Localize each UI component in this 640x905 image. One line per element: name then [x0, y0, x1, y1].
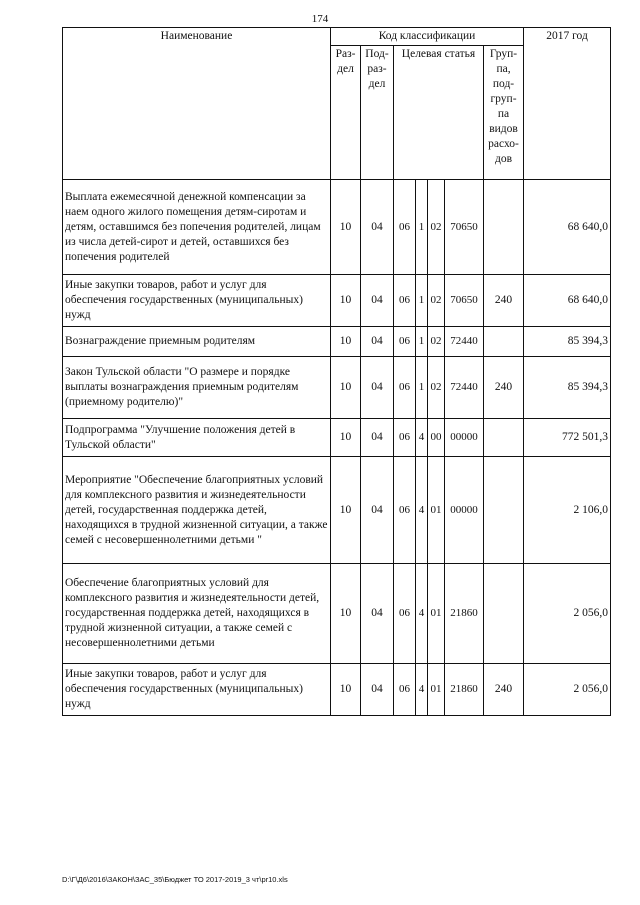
row-podrazdel: 04: [361, 457, 394, 564]
budget-table: [62, 27, 611, 716]
row-amount: 68 640,0: [524, 180, 611, 275]
row-amount: 68 640,0: [524, 275, 611, 327]
row-cs-event: 02: [428, 275, 445, 327]
row-cs-direction: 72440: [445, 327, 484, 357]
header-classification-code: Код классификации: [331, 28, 524, 46]
row-cs-direction: 00000: [445, 419, 484, 457]
row-amount: 85 394,3: [524, 357, 611, 419]
table-row: [63, 419, 611, 457]
file-path-footer: D:\Г\Д6\2016\ЗАКОН\ЗАС_35\Бюджет ТО 2017-2019_3 чт\pr10.xls: [62, 875, 288, 884]
row-expense-type: 240: [484, 357, 524, 419]
row-cs-direction: 21860: [445, 564, 484, 664]
row-cs-program: 06: [394, 457, 416, 564]
row-podrazdel: 04: [361, 180, 394, 275]
row-expense-type: [484, 180, 524, 275]
row-razdel: 10: [331, 564, 361, 664]
table-row: [63, 327, 611, 357]
row-cs-subprogram: 1: [416, 357, 428, 419]
row-cs-subprogram: 1: [416, 327, 428, 357]
header-year: 2017 год: [524, 28, 611, 180]
row-cs-subprogram: 4: [416, 664, 428, 716]
row-razdel: 10: [331, 327, 361, 357]
header-section: Раз- дел: [331, 46, 361, 180]
row-cs-event: 01: [428, 457, 445, 564]
table-row: [63, 664, 611, 716]
row-razdel: 10: [331, 180, 361, 275]
row-razdel: 10: [331, 275, 361, 327]
row-cs-program: 06: [394, 275, 416, 327]
row-amount: 2 106,0: [524, 457, 611, 564]
header-expense-group: Груп- па, под- груп- па видов расхо- дов: [484, 46, 524, 180]
row-name: Иные закупки товаров, работ и услуг для обеспечения государственных (муниципальных) нужд: [63, 275, 331, 327]
row-name: Подпрограмма "Улучшение положения детей в Тульской области": [63, 419, 331, 457]
row-podrazdel: 04: [361, 357, 394, 419]
row-cs-direction: 70650: [445, 180, 484, 275]
row-cs-program: 06: [394, 357, 416, 419]
table-row: [63, 564, 611, 664]
row-expense-type: [484, 564, 524, 664]
row-cs-program: 06: [394, 564, 416, 664]
row-name: Выплата ежемесячной денежной компенсации за наем одного жилого помещения детям-сиротам и детям, оставшимся без попечения родителей, лицам из числа детей-сирот и детей, оставшихся без попечения родителей: [63, 180, 331, 275]
row-expense-type: 240: [484, 275, 524, 327]
page-number: 174: [311, 13, 329, 25]
row-razdel: 10: [331, 419, 361, 457]
row-name: Мероприятие "Обеспечение благоприятных условий для комплексного развития и жизнедеятельности детей, государственная поддержка детей, находящихся в трудной жизненной ситуации, а также семей с несовершеннолетними детьми ": [63, 457, 331, 564]
row-cs-program: 06: [394, 419, 416, 457]
row-razdel: 10: [331, 457, 361, 564]
table-row: [63, 275, 611, 327]
row-cs-direction: 00000: [445, 457, 484, 564]
row-cs-subprogram: 1: [416, 275, 428, 327]
row-name: Закон Тульской области "О размере и порядке выплаты вознаграждения приемным родителям (приемному родителю)": [63, 357, 331, 419]
row-amount: 2 056,0: [524, 564, 611, 664]
row-podrazdel: 04: [361, 664, 394, 716]
row-cs-event: 01: [428, 564, 445, 664]
row-expense-type: [484, 327, 524, 357]
row-cs-direction: 21860: [445, 664, 484, 716]
row-amount: 85 394,3: [524, 327, 611, 357]
row-cs-subprogram: 4: [416, 457, 428, 564]
row-podrazdel: 04: [361, 564, 394, 664]
row-amount: 772 501,3: [524, 419, 611, 457]
row-name: Вознаграждение приемным родителям: [63, 327, 331, 357]
row-cs-event: 01: [428, 664, 445, 716]
row-podrazdel: 04: [361, 327, 394, 357]
row-name: Обеспечение благоприятных условий для комплексного развития и жизнедеятельности детей, государственная поддержка детей, находящихся в трудной жизненной ситуации, а также семей с несовершеннолетними детьми: [63, 564, 331, 664]
header-subsection: Под- раз- дел: [361, 46, 394, 180]
row-cs-program: 06: [394, 180, 416, 275]
table-row: [63, 357, 611, 419]
table-row: [63, 180, 611, 275]
row-cs-subprogram: 1: [416, 180, 428, 275]
row-cs-direction: 72440: [445, 357, 484, 419]
row-cs-subprogram: 4: [416, 564, 428, 664]
row-podrazdel: 04: [361, 419, 394, 457]
row-cs-program: 06: [394, 664, 416, 716]
row-cs-program: 06: [394, 327, 416, 357]
row-podrazdel: 04: [361, 275, 394, 327]
row-amount: 2 056,0: [524, 664, 611, 716]
header-target-article: Целевая статья: [394, 46, 484, 180]
row-razdel: 10: [331, 357, 361, 419]
row-cs-event: 02: [428, 180, 445, 275]
row-expense-type: [484, 419, 524, 457]
row-cs-event: 02: [428, 327, 445, 357]
row-cs-event: 00: [428, 419, 445, 457]
row-cs-event: 02: [428, 357, 445, 419]
row-expense-type: [484, 457, 524, 564]
header-name: Наименование: [63, 28, 331, 180]
table-row: [63, 457, 611, 564]
row-name: Иные закупки товаров, работ и услуг для обеспечения государственных (муниципальных) нужд: [63, 664, 331, 716]
row-razdel: 10: [331, 664, 361, 716]
row-expense-type: 240: [484, 664, 524, 716]
row-cs-subprogram: 4: [416, 419, 428, 457]
row-cs-direction: 70650: [445, 275, 484, 327]
